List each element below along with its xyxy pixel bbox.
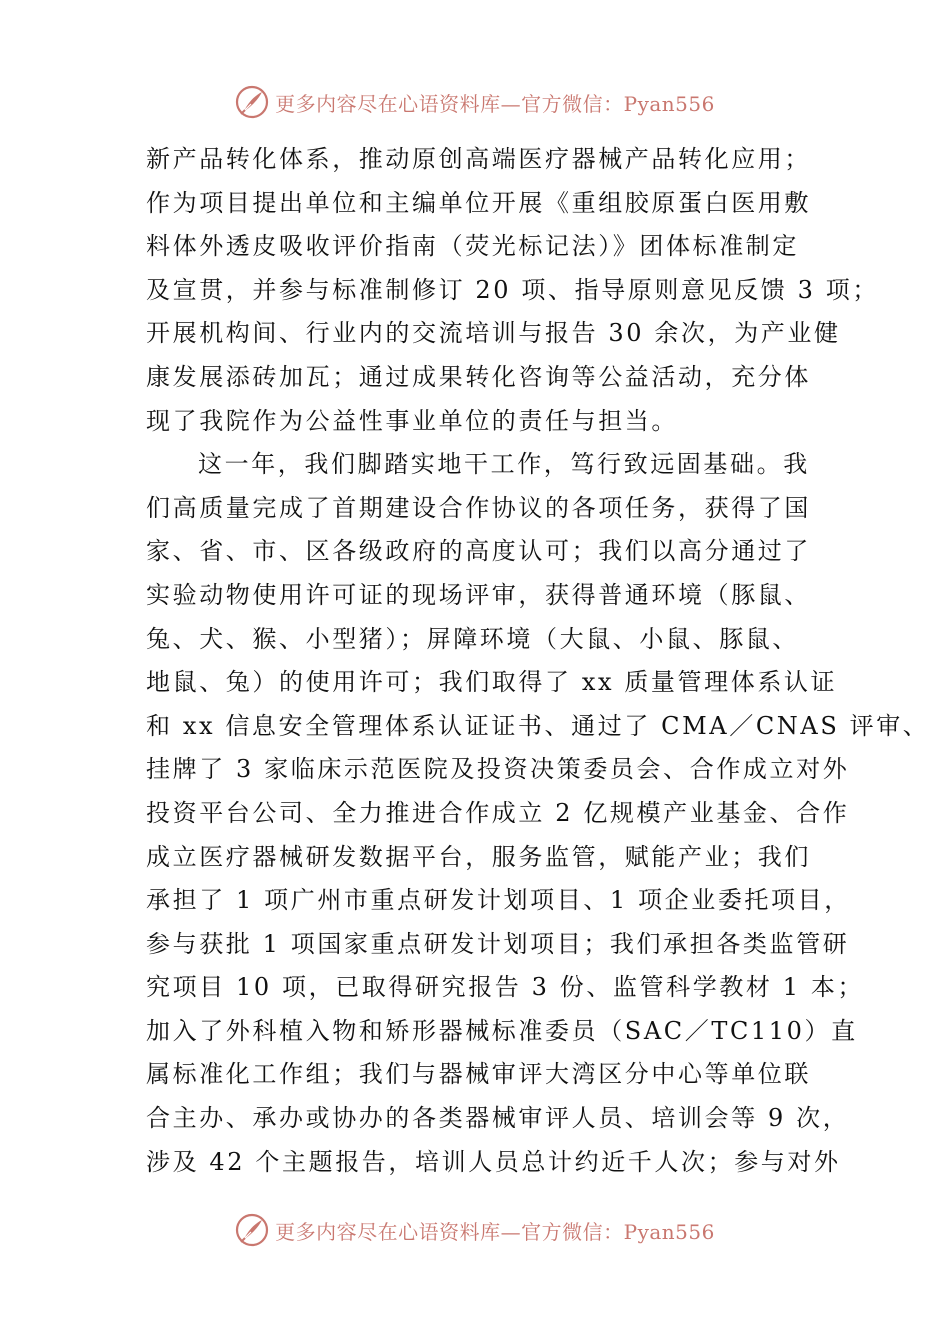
body-line: 挂牌了 3 家临床示范医院及投资决策委员会、合作成立对外 — [146, 755, 850, 784]
paragraph-start-line: 这一年，我们脚踏实地干工作，笃行致远固基础。我 — [198, 450, 810, 479]
quill-logo-icon — [235, 1213, 269, 1247]
body-line: 参与获批 1 项国家重点研发计划项目；我们承担各类监管研 — [146, 929, 850, 958]
body-line: 承担了 1 项广州市重点研发计划项目、1 项企业委托项目， — [146, 886, 851, 915]
footer-banner-text: 更多内容尽在心语资料库—官方微信：Pyan556 — [275, 1219, 715, 1244]
body-line: 属标准化工作组；我们与器械审评大湾区分中心等单位联 — [146, 1060, 811, 1089]
body-line: 作为项目提出单位和主编单位开展《重组胶原蛋白医用敷 — [146, 188, 811, 217]
document-body — [146, 138, 930, 1184]
body-line: 康发展添砖加瓦；通过成果转化咨询等公益活动，充分体 — [146, 362, 811, 391]
body-line: 们高质量完成了首期建设合作协议的各项任务，获得了国 — [146, 493, 811, 522]
quill-logo-icon — [235, 85, 269, 119]
body-line: 兔、犬、猴、小型猪）；屏障环境（大鼠、小鼠、豚鼠、 — [146, 624, 799, 653]
body-line: 家、省、市、区各级政府的高度认可；我们以高分通过了 — [146, 537, 811, 566]
body-line: 投资平台公司、全力推进合作成立 2 亿规模产业基金、合作 — [146, 798, 850, 827]
body-line: 料体外透皮吸收评价指南（荧光标记法）》团体标准制定 — [146, 232, 799, 261]
body-line: 加入了外科植入物和矫形器械标准委员（SAC／TC110）直 — [146, 1016, 858, 1045]
body-line: 涉及 42 个主题报告，培训人员总计约近千人次；参与对外 — [146, 1147, 841, 1176]
footer-banner — [0, 1210, 950, 1250]
body-line: 成立医疗器械研发数据平台，服务监管，赋能产业；我们 — [146, 842, 811, 871]
body-line: 实验动物使用许可证的现场评审，获得普通环境（豚鼠、 — [146, 580, 811, 609]
body-line: 和 xx 信息安全管理体系认证证书、通过了 CMA／CNAS 评审、 — [146, 711, 930, 740]
body-line: 开展机构间、行业内的交流培训与报告 30 余次，为产业健 — [146, 319, 841, 348]
body-line: 及宣贯，并参与标准制修订 20 项、指导原则意见反馈 3 项； — [146, 275, 879, 304]
header-banner — [0, 82, 950, 122]
body-line: 地鼠、兔）的使用许可；我们取得了 xx 质量管理体系认证 — [146, 668, 838, 697]
body-line: 究项目 10 项，已取得研究报告 3 份、监管科学教材 1 本； — [146, 973, 865, 1002]
body-line: 合主办、承办或协办的各类器械审评人员、培训会等 9 次， — [146, 1104, 850, 1133]
body-line: 现了我院作为公益性事业单位的责任与担当。 — [146, 406, 678, 435]
header-banner-text: 更多内容尽在心语资料库—官方微信：Pyan556 — [275, 91, 715, 116]
body-line: 新产品转化体系，推动原创高端医疗器械产品转化应用； — [146, 145, 811, 173]
